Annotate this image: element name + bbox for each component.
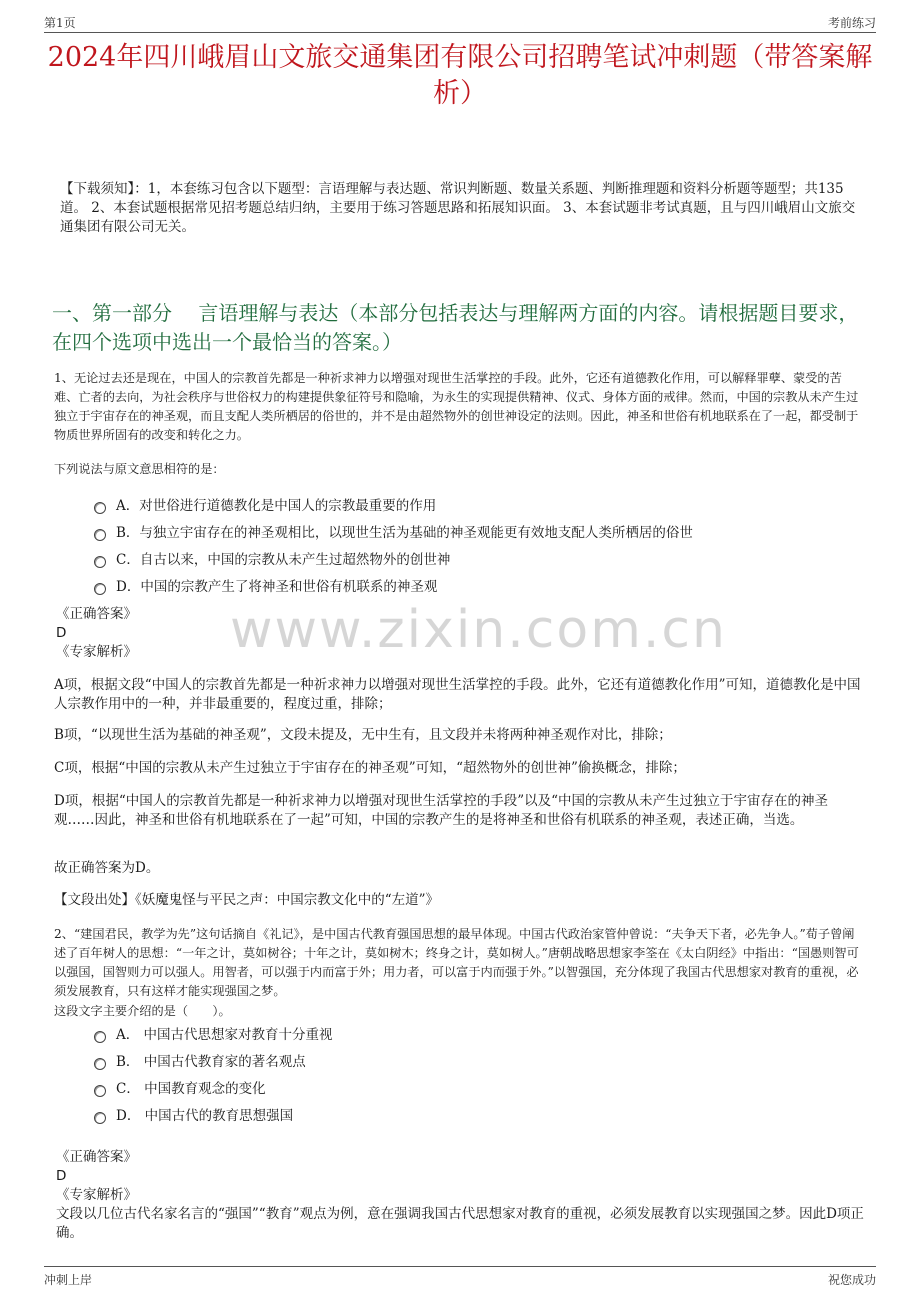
question-2-analysis: 文段以几位古代名家名言的“强国”“教育”观点为例，意在强调我国古代思想家对教育的重视，必须发展教育以实现强国之梦。因此D项正确。: [56, 1206, 864, 1241]
question-1-option-b[interactable]: [94, 523, 693, 543]
question-1-source: 【文段出处】《妖魔鬼怪与平民之声：中国宗教文化中的“左道”》: [54, 892, 440, 908]
option-text: D．中国的宗教产生了将神圣和世俗有机联系的神圣观: [116, 579, 438, 595]
question-1-stem: 1、无论过去还是现在，中国人的宗教首先都是一种祈求神力以增强对现世生活掌控的手段。此外，它还有道德教化作用，可以解释罪孽、蒙受的苦难、亡者的去向，为社会秩序与世俗权力的构建提供象征符号和隐喻，为永生的实现提供精神、仪式、身体方面的戒律。然而，中国的宗教从未产生过独立于宇宙存在的神圣观，而且支配人类所栖居的俗世的，并不是由超然物外的创世神设定的法则。因此，神圣和世俗有机地联系在了一起，都受制于物质世界所固有的改变和转化之力。: [54, 371, 859, 442]
question-1-conclusion: 故正确答案为D。: [54, 860, 160, 876]
radio-icon[interactable]: [94, 1112, 106, 1124]
question-1-analysis-c: C项，根据“中国的宗教从未产生过独立于宇宙存在的神圣观”可知，“超然物外的创世神”偷换概念，排除；: [54, 760, 686, 776]
download-notice: 【下载须知】：1，本套练习包含以下题型：言语理解与表达题、常识判断题、数量关系题、判断推理题和资料分析题等题型；共135道。 2、本套试题根据常见招考题总结归纳，主要用于练习答题思路和拓展知识面。 3、本套试题非考试真题，且与四川峨眉山文旅交通集团有限公司无关。: [60, 181, 856, 235]
radio-icon[interactable]: [94, 556, 106, 568]
question-2-answer: D: [56, 1168, 67, 1184]
question-1-option-d[interactable]: [94, 577, 437, 597]
option-text: B． 中国古代教育家的著名观点: [116, 1054, 306, 1070]
question-2-stem: 2、“建国君民，教学为先”这句话摘自《礼记》，是中国古代教育强国思想的最早体现。中国古代政治家管仲曾说：“夫争天下者，必先争人。”荀子曾阐述了百年树人的思想：“一年之计，莫如树谷；十年之计，莫如树木；终身之计，莫如树人。”唐朝战略思想家李筌在《太白阴经》中指出：“国愚则智可以强国，国智则力可以强人。用智者，可以强于内而富于外；用力者，可以富于内而强于外。”以智强国，充分体现了我国古代思想家对教育的重视，必须发展教育，只有这样才能实现强国之梦。: [54, 927, 859, 998]
option-text: A． 中国古代思想家对教育十分重视: [116, 1027, 333, 1043]
header-right-label: 考前练习: [827, 16, 876, 30]
footer-left-label: 冲刺上岸: [44, 1273, 93, 1287]
section-heading: 一、第一部分 言语理解与表达（本部分包括表达与理解两方面的内容。请根据题目要求，在四个选项中选出一个最恰当的答案。）: [52, 301, 859, 354]
question-1-option-c[interactable]: [94, 550, 450, 570]
watermark: www.zixin.com.cn: [230, 600, 727, 660]
question-2-prompt: 这段文字主要介绍的是（ ）。: [54, 1004, 231, 1018]
radio-icon[interactable]: [94, 583, 106, 595]
option-text: C． 中国教育观念的变化: [116, 1081, 266, 1097]
question-2-option-d[interactable]: [94, 1106, 293, 1126]
question-2-option-c[interactable]: [94, 1079, 266, 1099]
question-1-analysis-d: D项，根据“中国人的宗教首先都是一种祈求神力以增强对现世生活掌控的手段”以及“中国的宗教从未产生过独立于宇宙存在的神圣观……因此，神圣和世俗有机地联系在了一起”可知，中国的宗教产生的是将神圣和世俗有机联系的神圣观，表述正确，当选。: [54, 793, 829, 828]
question-2-option-a[interactable]: [94, 1025, 333, 1045]
radio-icon[interactable]: [94, 1031, 106, 1043]
question-1-analysis-label: 《专家解析》: [56, 644, 137, 660]
option-text: D． 中国古代的教育思想强国: [116, 1108, 294, 1124]
option-text: A．对世俗进行道德教化是中国人的宗教最重要的作用: [116, 498, 437, 514]
radio-icon[interactable]: [94, 529, 106, 541]
document-title: 2024年四川峨眉山文旅交通集团有限公司招聘笔试冲刺题（带答案解析）: [47, 42, 873, 109]
question-1-analysis-a: A项，根据文段“中国人的宗教首先都是一种祈求神力以增强对现世生活掌控的手段。此外，它还有道德教化作用”可知，道德教化是中国人宗教作用中的一种，并非最重要的，程度过重，排除；: [54, 677, 861, 712]
question-1-option-a[interactable]: [94, 496, 436, 516]
question-1-answer-label: 《正确答案》: [56, 606, 137, 622]
question-1-prompt: 下列说法与原文意思相符的是：: [54, 462, 225, 476]
question-2-analysis-label: 《专家解析》: [56, 1187, 137, 1203]
page-number-label: 第1页: [44, 16, 76, 30]
option-text: B．与独立宇宙存在的神圣观相比，以现世生活为基础的神圣观能更有效地支配人类所栖居的俗世: [116, 525, 693, 541]
footer-divider: [44, 1266, 876, 1267]
footer-right-label: 祝您成功: [827, 1273, 876, 1287]
question-1-analysis-b: B项，“以现世生活为基础的神圣观”，文段未提及，无中生有，且文段并未将两种神圣观作对比，排除；: [54, 727, 672, 743]
header-divider: [44, 32, 876, 33]
question-2-answer-label: 《正确答案》: [56, 1149, 137, 1165]
radio-icon[interactable]: [94, 1085, 106, 1097]
option-text: C．自古以来，中国的宗教从未产生过超然物外的创世神: [116, 552, 451, 568]
radio-icon[interactable]: [94, 502, 106, 514]
radio-icon[interactable]: [94, 1058, 106, 1070]
question-2-option-b[interactable]: [94, 1052, 306, 1072]
question-1-answer: D: [56, 625, 67, 641]
